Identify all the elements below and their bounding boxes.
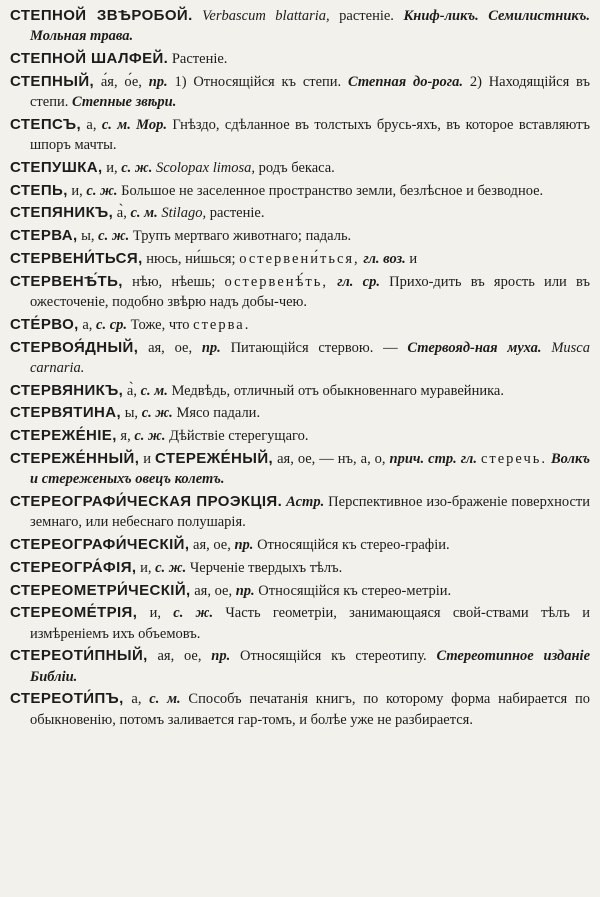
headword: СТЕРЕОГРАФИ́ЧЕСКАЯ ПРОЭКЦІЯ. (10, 492, 283, 510)
entry-text: Относящійся къ стерео-метріи. (254, 582, 452, 599)
italic-note: с. ж. (86, 182, 118, 199)
headword: СТЕРЕОГРАФИ́ЧЕСКІЙ, (10, 535, 190, 553)
headword: СТЕРЕОТИ́ПНЫЙ, (10, 647, 148, 665)
entry-text: Тоже, что (127, 316, 194, 333)
dictionary-entry (10, 72, 590, 112)
entry-text: ая, ое, (138, 339, 202, 356)
entry-text: 2) Находящійся въ степи. (30, 73, 591, 110)
headword: СТЕРЕОТИ́ПЪ, (10, 690, 124, 708)
headword: СТЕРВЕНѢ́ТЬ, (10, 272, 123, 290)
italic-note: с. ж. (155, 559, 187, 576)
entry-text: растеніе. (329, 8, 404, 24)
dictionary-entry (10, 249, 590, 269)
dictionary-entry (10, 558, 590, 578)
entry-text: Относящійся къ стереотипу. (230, 648, 437, 665)
dictionary-entry (10, 158, 590, 178)
latin-term: Musca carnaria. (30, 339, 590, 376)
entry-text: ы, (77, 228, 99, 245)
entry-text: Трупъ мертваго животнаго; падаль. (129, 228, 352, 245)
entry-text: а̀, (113, 205, 131, 222)
dictionary-entry (10, 203, 590, 223)
entry-text: Питающійся стервою. — (220, 339, 408, 356)
dictionary-entry (10, 338, 590, 378)
dictionary-entry (10, 272, 590, 312)
dictionary-entry (10, 426, 590, 446)
entry-text: и, (137, 605, 174, 622)
spaced-word: остервени́ться, (239, 250, 360, 267)
entry-text: Прихо-дить въ ярость или въ ожесточеніе, подобно звѣрю надъ добы-чею. (30, 273, 591, 310)
italic-note: пр. (211, 648, 231, 665)
entry-text: ая, ое, (190, 582, 236, 599)
spaced-word: стерва. (193, 316, 251, 333)
italic-note: с. м. (130, 205, 158, 222)
entry-text: я, (116, 428, 135, 445)
dictionary-entry (10, 181, 590, 201)
entry-text: а̀, (123, 382, 141, 399)
entry-text: и (405, 250, 418, 267)
entry-text: Черченіе твердыхъ тѣлъ. (186, 559, 343, 576)
italic-note: с. ж. (173, 605, 214, 622)
headword: СТЕРВЕНИ́ТЬСЯ, (10, 249, 143, 267)
italic-note: Астр. (286, 493, 325, 510)
entry-text: Часть геометріи, занимающаяся свой-ствами тѣлъ и измѣреніемъ ихъ объемовъ. (30, 605, 590, 642)
italic-note: с. ж. (141, 405, 173, 422)
dictionary-entry (10, 646, 590, 686)
headword: СТЕПЬ, (10, 181, 68, 199)
entry-text: а, (81, 116, 102, 133)
dictionary-entry (10, 535, 590, 555)
headword: СТЕРЕЖЕ́ННЫЙ, (10, 449, 140, 467)
entry-text: и, (102, 159, 122, 176)
italic-note: прич. стр. гл. (389, 450, 477, 467)
entry-text: Медвѣдь, отличный отъ обыкновеннаго муравейника. (167, 382, 504, 399)
headword: СТЕПНЫЙ, (10, 72, 95, 90)
headword: СТЕРВЯТИНА, (10, 404, 122, 422)
dictionary-entry (10, 689, 590, 729)
entry-text: ы, (121, 405, 142, 422)
entry-text: Дѣйствіе стерегущаго. (165, 428, 309, 445)
italic-note: гл. ср. (337, 273, 380, 290)
headword: СТЕРЕОГРА́ФІЯ, (10, 558, 137, 576)
dictionary-entry (10, 6, 590, 46)
entry-text: растеніе. (206, 205, 265, 222)
entry-text: а, (123, 691, 150, 708)
italic-note: Волкъ и стереженыхъ овецъ колетъ. (30, 450, 590, 488)
entry-text: ая, ое, — нъ, а, о, (273, 450, 390, 467)
italic-note: пр. (148, 73, 168, 90)
spaced-word: остервенѣ́ть, (224, 273, 328, 290)
latin-term: Stilago, (161, 205, 207, 222)
italic-note: с. м. (140, 382, 168, 399)
entry-text: ая, ое, (147, 648, 212, 665)
latin-term: Scolopax limosa, (155, 159, 256, 176)
dictionary-entry (10, 49, 590, 69)
dictionary-entry (10, 492, 590, 532)
italic-note: пр. (234, 536, 254, 553)
dictionary-entry (10, 315, 590, 335)
italic-note: Стереотипное изданіе Библіи. (30, 648, 591, 685)
italic-note: с. м. Мор. (101, 116, 167, 133)
headword: СТЕПНОЙ ЗВѢРОБОЙ. (10, 7, 193, 24)
dictionary-entry (10, 381, 590, 401)
headword: СТЕПУШКА, (10, 158, 103, 176)
italic-note: Стервояд-ная муха. (407, 339, 542, 356)
entry-text: родъ бекаса. (255, 159, 335, 176)
headword: СТЕПЯНИКЪ, (10, 204, 114, 222)
entry-text: Гнѣздо, сдѣланное въ толстыхъ брусь-яхъ, въ которое вставляютъ шпоръ мачты. (30, 116, 591, 153)
headword: СТЕ́РВО, (10, 315, 79, 333)
headword: СТЕПНОЙ ШАЛФЕЙ. (10, 50, 169, 67)
dictionary-entry (10, 581, 590, 601)
entry-text: и, (67, 182, 87, 199)
italic-note: с. ж. (134, 428, 166, 445)
spaced-word: стеречь. (480, 450, 548, 467)
headword: СТЕРВОЯ́ДНЫЙ, (10, 338, 139, 356)
dictionary-entry (10, 403, 590, 423)
entry-text: нюсь, ни́шься; (142, 250, 240, 267)
entry-text: 1) Относящійся къ степи. (167, 73, 348, 90)
italic-note: гл. воз. (363, 250, 406, 267)
entry-text: Растеніе. (168, 51, 228, 67)
entry-text: а, (78, 316, 97, 333)
entry-text: Способъ печатанія книгъ, по которому форма набирается по обыкновенію, потомъ заливается гар-томъ, и болѣе уже не разбирается. (30, 691, 590, 728)
italic-note: Степная до-рога. (347, 73, 464, 90)
entry-text: Большое не заселенное пространство земли, безлѣсное и безводное. (117, 182, 544, 199)
italic-note: пр. (201, 339, 221, 356)
italic-note: с. ж. (121, 159, 153, 176)
italic-note: с. ср. (96, 316, 128, 333)
headword: СТЕРВА, (10, 227, 78, 245)
entry-text: ая, ое, (189, 536, 235, 553)
entry-text: Относящійся къ стерео-графіи. (253, 536, 450, 553)
entry-text: а́я, о́е, (94, 73, 149, 90)
entry-text (193, 8, 203, 24)
italic-note: Степные звѣри. (71, 94, 177, 110)
headword: СТЕРВЯНИКЪ, (10, 381, 124, 399)
italic-note: пр. (235, 582, 255, 599)
entry-text: и, (136, 559, 156, 576)
headword: СТЕРЕОМЕТРИ́ЧЕСКІЙ, (10, 581, 191, 599)
entry-text: нѣю, нѣешь; (122, 273, 225, 290)
dictionary-entry (10, 115, 590, 155)
headword: СТЕРЕОМЕ́ТРІЯ, (10, 604, 138, 622)
entry-text: Мясо падали. (172, 405, 261, 422)
dictionary-entry (10, 226, 590, 246)
entry-text (542, 340, 552, 356)
latin-term: Verbascum blattaria, (202, 8, 330, 24)
headword: СТЕРЕЖЕ́НІЕ, (10, 427, 117, 445)
headword: СТЕПСЪ, (10, 115, 82, 133)
entry-text: Перспективное изо-браженіе поверхности земнаго, или небеснаго полушарія. (30, 493, 590, 531)
italic-note: с. м. (149, 691, 181, 708)
entry-text: и (139, 450, 156, 467)
italic-note: Книф-ликъ. Семилистникъ. Мольная трава. (30, 8, 591, 45)
entry-text (328, 274, 337, 290)
italic-note: с. ж. (98, 228, 130, 245)
dictionary-entry (10, 449, 590, 489)
headword: СТЕРЕЖЕ́НЫЙ, (155, 449, 274, 467)
dictionary-entry (10, 603, 590, 643)
